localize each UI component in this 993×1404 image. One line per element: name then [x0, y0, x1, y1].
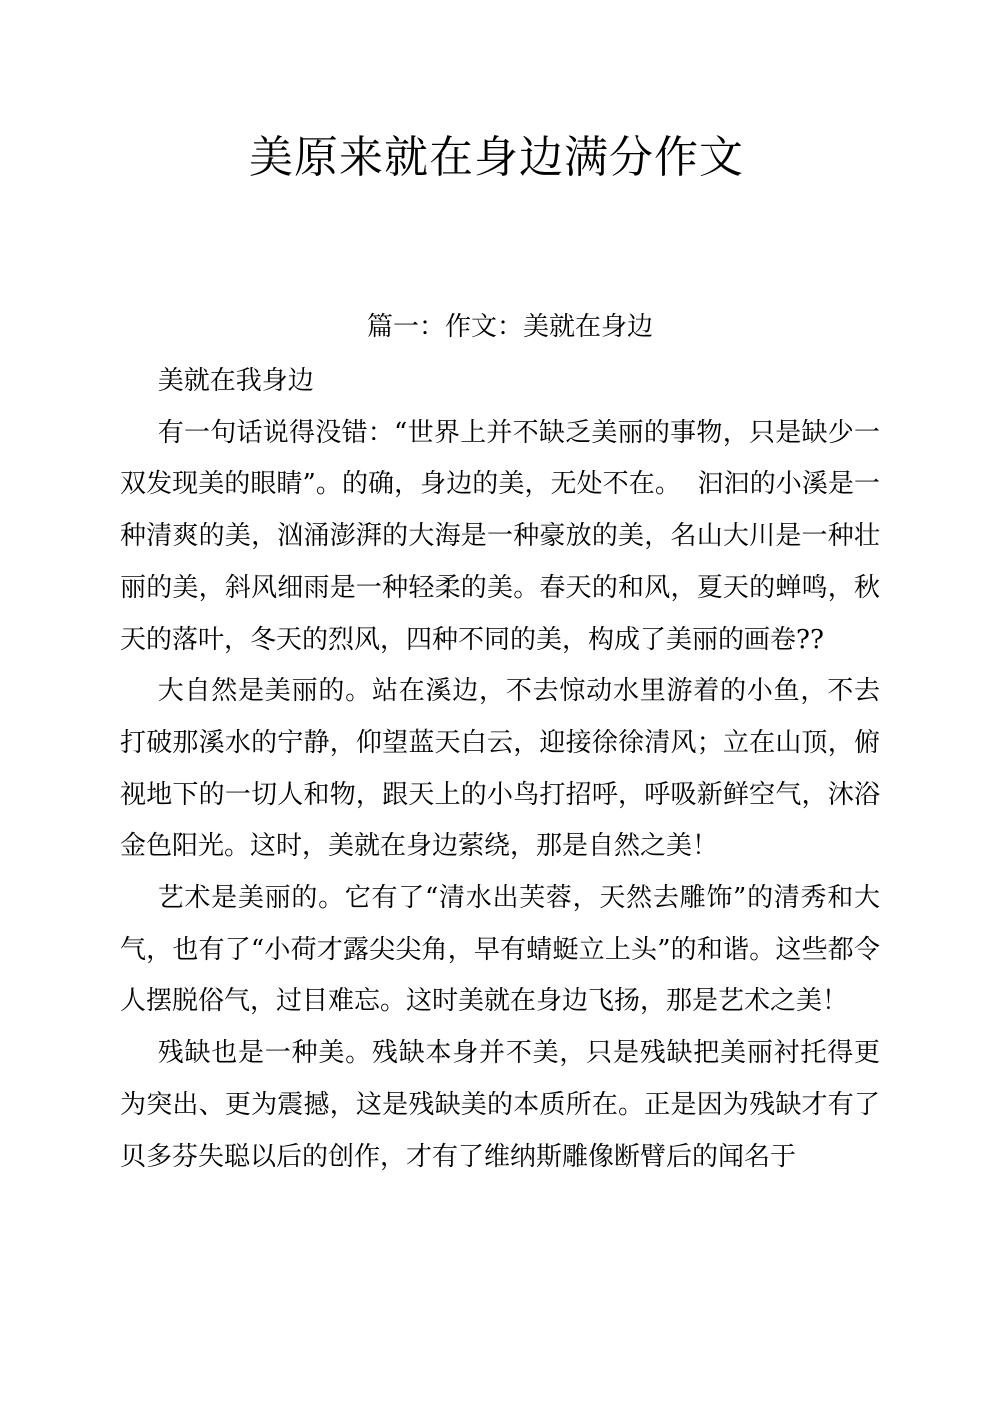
paragraph-art: 艺术是美丽的。它有了“清水出芙蓉，天然去雕饰”的清秀和大气，也有了“小荷才露尖尖角，早有蜻蜓立上头”的和谐。这些都令人摆脱俗气，过目难忘。这时美就在身边飞扬，那是艺术之美！ — [120, 883, 880, 1017]
paragraph-subtitle: 美就在我身边 — [157, 366, 314, 396]
document-title: 美原来就在身边满分作文 — [249, 132, 744, 183]
paragraph-nature: 大自然是美丽的。站在溪边，不去惊动水里游着的小鱼，不去打破那溪水的宁静，仰望蓝天白云，迎接徐徐清风；立在山顶，俯视地下的一切人和物，跟天上的小鸟打招呼，呼吸新鲜空气，沐浴金色阳光。这时，美就在身边萦绕，那是自然之美！ — [120, 676, 880, 862]
paragraph-intro: 有一句话说得没错：“世界上并不缺乏美丽的事物，只是缺少一双发现美的眼睛”。的确，身边的美，无处不在。 汩汩的小溪是一种清爽的美，汹涌澎湃的大海是一种豪放的美，名山大川是一种壮丽的美，斜风细雨是一种轻柔的美。春天的和风，夏天的蝉鸣，秋天的落叶，冬天的烈风，四种不同的美，构成了美丽的画卷?? — [120, 417, 880, 655]
article-body — [120, 356, 880, 1183]
section-title: 篇一：作文：美就在身边 — [366, 312, 653, 342]
paragraph-imperfection: 残缺也是一种美。残缺本身并不美，只是残缺把美丽衬托得更为突出、更为震撼，这是残缺美的本质所在。正是因为残缺才有了贝多芬失聪以后的创作，才有了维纳斯雕像断臂后的闻名于 — [120, 1038, 880, 1172]
